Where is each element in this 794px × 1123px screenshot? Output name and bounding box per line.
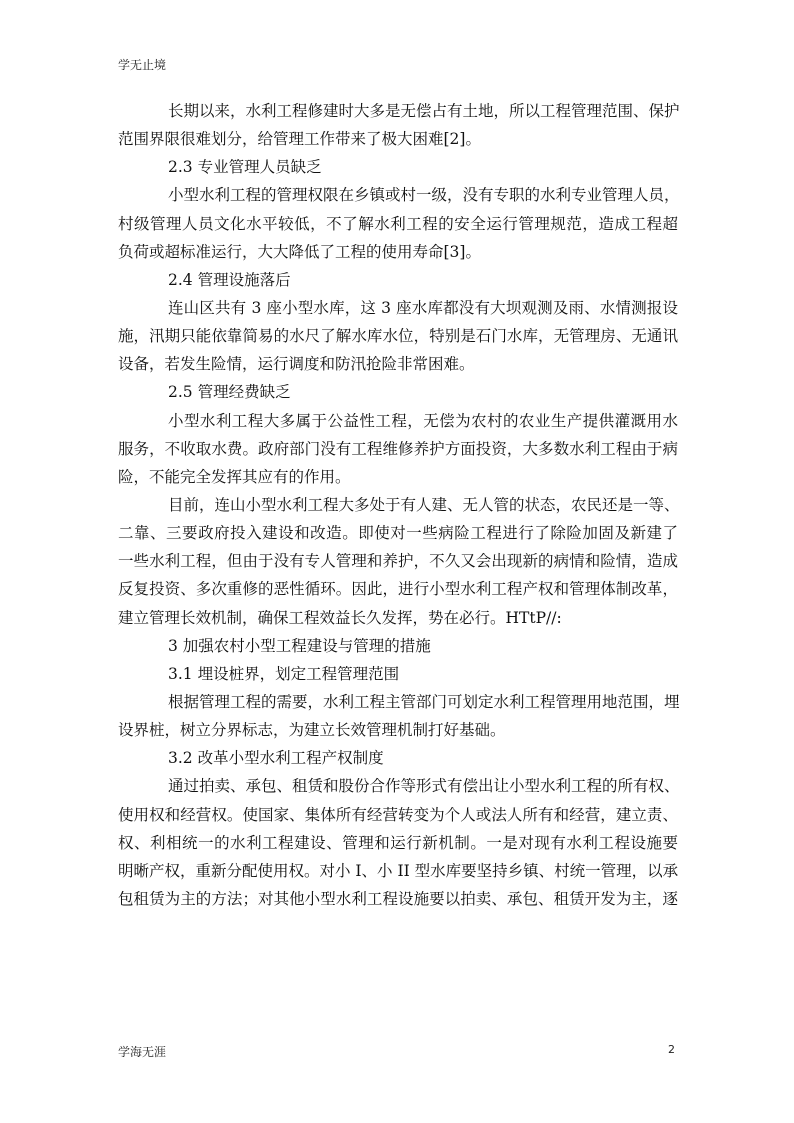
paragraph-line: 施，汛期只能依靠简易的水尺了解水库水位，特别是石门水库，无管理房、无通讯 (118, 327, 678, 346)
paragraph-line: 目前，连山小型水利工程大多处于有人建、无人管的状态，农民还是一等、 (168, 495, 680, 514)
page-number: 2 (668, 1043, 675, 1056)
paragraph-line: 小型水利工程的管理权限在乡镇或村一级，没有专职的水利专业管理人员， (168, 186, 680, 205)
paragraph-line: 设备，若发生险情，运行调度和防汛抢险非常困难。 (118, 355, 475, 374)
section-heading: 2.5 管理经费缺乏 (168, 383, 291, 402)
page-footer: 学海无涯 (118, 1045, 167, 1059)
document-body (118, 97, 678, 913)
paragraph-line: 村级管理人员文化水平较低，不了解水利工程的安全运行管理规范，造成工程超 (118, 214, 678, 233)
section-heading: 3.2 改革小型水利工程产权制度 (168, 749, 384, 768)
paragraph-line: 范围界限很难划分，给管理工作带来了极大困难[2]。 (118, 130, 481, 149)
section-heading: 2.3 专业管理人员缺乏 (168, 158, 322, 177)
paragraph-line: 建立管理长效机制，确保工程效益长久发挥，势在必行。HTtP//: (118, 608, 562, 627)
paragraph-line: 包租赁为主的方法；对其他小型水利工程设施要以拍卖、承包、租赁开发为主，逐 (118, 889, 678, 908)
paragraph-line: 使用权和经营权。使国家、集体所有经营转变为个人或法人所有和经营，建立责、 (118, 805, 678, 824)
page-header: 学无止境 (118, 58, 167, 72)
paragraph-line: 长期以来，水利工程修建时大多是无偿占有土地，所以工程管理范围、保护 (168, 102, 680, 120)
paragraph-line: 负荷或超标准运行，大大降低了工程的使用寿命[3]。 (118, 242, 481, 261)
paragraph-line: 一些水利工程，但由于没有专人管理和养护，不久又会出现新的病情和险情，造成 (118, 552, 678, 571)
paragraph-line: 设界桩，树立分界标志，为建立长效管理机制打好基础。 (118, 721, 506, 740)
section-heading: 3 加强农村小型工程建设与管理的措施 (168, 636, 431, 655)
paragraph-line: 二靠、三要政府投入建设和改造。即使对一些病险工程进行了除险加固及新建了 (118, 524, 678, 543)
paragraph-line: 险，不能完全发挥其应有的作用。 (118, 467, 351, 486)
paragraph-line: 通过拍卖、承包、租赁和股份合作等形式有偿出让小型水利工程的所有权、 (168, 777, 680, 796)
paragraph-line: 服务，不收取水费。政府部门没有工程维修养护方面投资，大多数水利工程由于病 (118, 439, 678, 458)
paragraph-line: 根据管理工程的需要，水利工程主管部门可划定水利工程管理用地范围，埋 (168, 692, 680, 711)
paragraph-line: 小型水利工程大多属于公益性工程，无偿为农村的农业生产提供灌溉用水 (168, 411, 678, 430)
paragraph-line: 反复投资、多次重修的恶性循环。因此，进行小型水利工程产权和管理体制改革， (118, 580, 678, 599)
section-heading: 2.4 管理设施落后 (168, 270, 291, 289)
paragraph-line: 明晰产权，重新分配使用权。对小 I、小 II 型水库要坚持乡镇、村统一管理，以承 (118, 861, 679, 880)
paragraph-line: 权、利相统一的水利工程建设、管理和运行新机制。一是对现有水利工程设施要 (118, 833, 678, 852)
section-heading: 3.1 埋设桩界，划定工程管理范围 (168, 664, 400, 683)
paragraph-line: 连山区共有 3 座小型水库，这 3 座水库都没有大坝观测及雨、水情测报设 (168, 298, 678, 317)
